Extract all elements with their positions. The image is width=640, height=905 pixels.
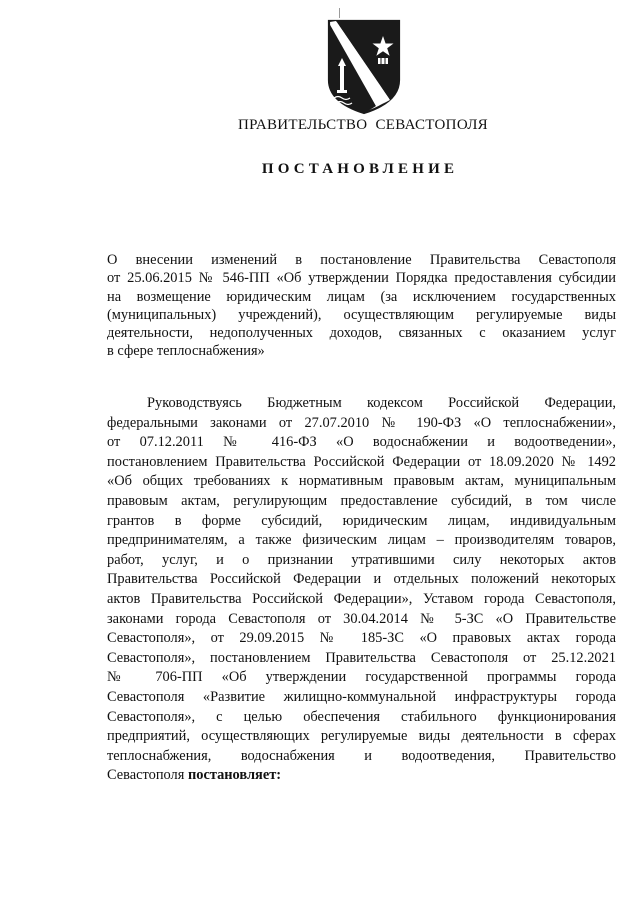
body-line: Севастополя», с целью обеспечения стабильного функционирования bbox=[107, 708, 616, 725]
government-title: ПРАВИТЕЛЬСТВО СЕВАСТОПОЛЯ bbox=[238, 117, 488, 133]
body-line: грантов в форме субсидий, юридическим лицам, индивидуальным bbox=[107, 512, 616, 529]
subject-line: О внесении изменений в постановление Правительства Севастополя bbox=[107, 252, 616, 268]
subject-line: на возмещение юридическим лицам (за исключением государственных bbox=[107, 288, 616, 305]
document-subject bbox=[107, 251, 616, 361]
closing-text: Севастополя bbox=[107, 767, 188, 784]
body-line: федеральными законами от 27.07.2010 № 190-ФЗ «О теплоснабжении», bbox=[107, 414, 616, 431]
body-line: предпринимателям, а также физическим лицам – производителям товаров, bbox=[107, 532, 616, 549]
subject-line: в сфере теплоснабжения» bbox=[107, 343, 265, 360]
preamble-paragraph bbox=[107, 394, 616, 786]
scan-artifact bbox=[339, 8, 340, 18]
resolves-keyword: постановляет: bbox=[187, 767, 282, 784]
body-line: предприятий, осуществляющих регулируемые виды деятельности в сферах bbox=[107, 728, 616, 745]
body-line: Правительства Российской Федерации и отдельных положений некоторых bbox=[107, 571, 616, 588]
body-line: Севастополя», постановлением Правительства Севастополя от 25.12.2021 bbox=[107, 649, 616, 666]
body-line: «Об общих требованиях к нормативным правовым актам, муниципальным bbox=[107, 473, 616, 490]
subject-line: деятельности, недополученных доходов, связанных с оказанием услуг bbox=[107, 325, 616, 342]
body-line: от 07.12.2011 № 416-ФЗ «О водоснабжении и водоотведении», bbox=[107, 434, 616, 451]
body-line: Севастополя», от 29.09.2015 № 185-ЗС «О правовых актах города bbox=[107, 630, 616, 647]
body-line: Севастополя «Развитие жилищно-коммунальной инфраструктуры города bbox=[107, 688, 616, 705]
body-line: Руководствуясь Бюджетным кодексом Российской Федерации, bbox=[147, 395, 616, 411]
body-line: № 706-ПП «Об утверждении государственной программы города bbox=[107, 669, 616, 686]
subject-line: от 25.06.2015 № 546-ПП «Об утверждении Порядка предоставления субсидии bbox=[107, 270, 616, 287]
body-line: теплоснабжения, водоснабжения и водоотведения, Правительство bbox=[107, 747, 616, 764]
sevastopol-coat-of-arms-icon bbox=[326, 18, 402, 116]
subject-line: (муниципальных) учреждений), осуществляющим регулируемые виды bbox=[107, 306, 616, 323]
body-line: постановлением Правительства Российской Федерации от 18.09.2020 № 1492 bbox=[107, 453, 616, 470]
body-line: правовым актам, регулирующим предоставление субсидий, в том числе bbox=[107, 492, 616, 509]
document-type-heading: ПОСТАНОВЛЕНИЕ bbox=[261, 161, 459, 177]
body-line: законами города Севастополя от 30.04.2014 № 5-ЗС «О Правительстве bbox=[107, 610, 616, 627]
closing-line bbox=[107, 766, 616, 786]
body-line: работ, услуг, и о признании утратившими силу некоторых актов bbox=[107, 551, 616, 568]
body-line: актов Правительства Российской Федерации», Уставом города Севастополя, bbox=[107, 590, 616, 607]
